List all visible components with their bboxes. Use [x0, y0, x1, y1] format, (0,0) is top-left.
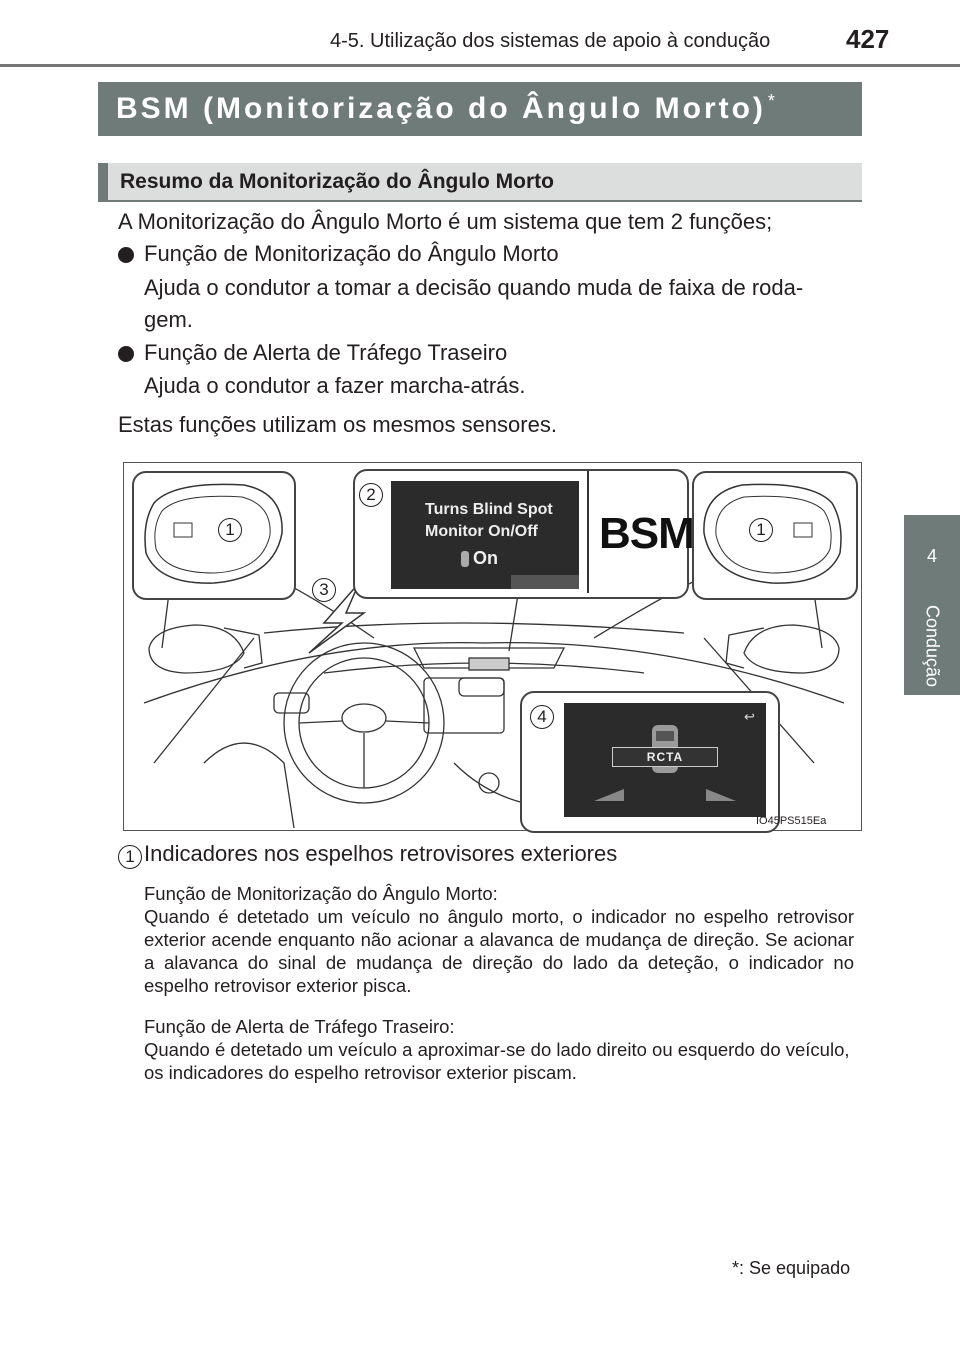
callout-number-3: 3 [312, 578, 336, 602]
intro-closing: Estas funções utilizam os mesmos sensores. [118, 412, 557, 437]
display-strip [511, 575, 579, 589]
footnote-mark: * [732, 1258, 740, 1278]
figure-code: IO45PS515Ea [756, 815, 827, 827]
footnote [732, 1258, 850, 1279]
item-1-para1-heading: Função de Monitorização do Ângulo Morto: [144, 883, 498, 904]
rcta-display-screen [564, 703, 766, 817]
left-mirror-drawing [134, 473, 290, 594]
bullet-2-title: Função de Alerta de Tráfego Traseiro [144, 340, 508, 365]
bullet-1-desc-line2: gem. [144, 307, 193, 332]
toggle-indicator-icon [461, 551, 469, 567]
intro-lead: A Monitorização do Ângulo Morto é um sistema que tem 2 funções; [118, 209, 773, 234]
callout-number-1-right: 1 [749, 518, 773, 542]
item-number-1: 1 [118, 845, 142, 869]
display-callout [353, 469, 694, 599]
section-heading [98, 82, 862, 136]
item-1-title: Indicadores nos espelhos retrovisores exteriores [144, 841, 618, 866]
multi-info-display [391, 481, 579, 589]
equipped-mark: * [767, 90, 778, 111]
header-rule [0, 64, 960, 67]
item-1-para2-heading: Função de Alerta de Tráfego Traseiro: [144, 1016, 455, 1037]
chapter-number: 4 [926, 545, 937, 566]
right-mirror-drawing [694, 473, 852, 594]
bullet-icon [118, 247, 134, 263]
display-text-line2: Monitor On/Off [425, 523, 538, 540]
rcta-display-callout [520, 691, 780, 833]
divider [587, 471, 589, 593]
bullet-icon [118, 346, 134, 362]
bullet-1-desc-line1: Ajuda o condutor a tomar a decisão quando muda de faixa de roda- [144, 275, 804, 300]
bullet-2-desc-line1: Ajuda o condutor a fazer marcha-atrás. [144, 373, 526, 398]
subsection-title: Resumo da Monitorização do Ângulo Morto [120, 170, 554, 193]
section-title: BSM (Monitorização do Ângulo Morto) [116, 92, 766, 125]
right-mirror-callout [692, 471, 858, 600]
callout-number-1-left: 1 [218, 518, 242, 542]
page-number: 427 [846, 24, 890, 54]
subsection-heading [98, 163, 862, 201]
footnote-text: : Se equipado [739, 1258, 851, 1278]
display-state: On [473, 548, 498, 568]
left-mirror-callout [132, 471, 296, 600]
bullet-1-title: Função de Monitorização do Ângulo Morto [144, 241, 559, 266]
item-1-para2-body: Quando é detetado um veículo a aproximar-se do lado direito ou esquerdo do veículo, os indicadores do espelho retrovisor exterior piscam. [144, 1039, 850, 1083]
callout-number-2: 2 [359, 483, 383, 507]
chapter-tab-number [904, 515, 960, 597]
display-text-line1: Turns Blind Spot [425, 501, 553, 518]
chapter-tab-title [904, 597, 960, 695]
callout-number-4: 4 [530, 705, 554, 729]
running-header-title: 4-5. Utilização dos sistemas de apoio à condução [330, 30, 771, 52]
chapter-title: Condução [922, 604, 943, 688]
back-arrow-icon: ↩ [744, 709, 755, 724]
item-1-para1-body: Quando é detetado um veículo no ângulo morto, o indicador no espelho retrovisor exterior acende enquanto não acionar a alavanca de mudança de direção. Se acionar a alavanca do sinal de mudança de direção do lado da deteção, o indicador no espelho retrovisor exterior pisca. [144, 906, 854, 996]
bsm-illustration [123, 462, 862, 831]
subsection-rule [98, 200, 862, 202]
bsm-indicator-label: BSM [599, 509, 694, 558]
rcta-label: RCTA [612, 747, 718, 767]
